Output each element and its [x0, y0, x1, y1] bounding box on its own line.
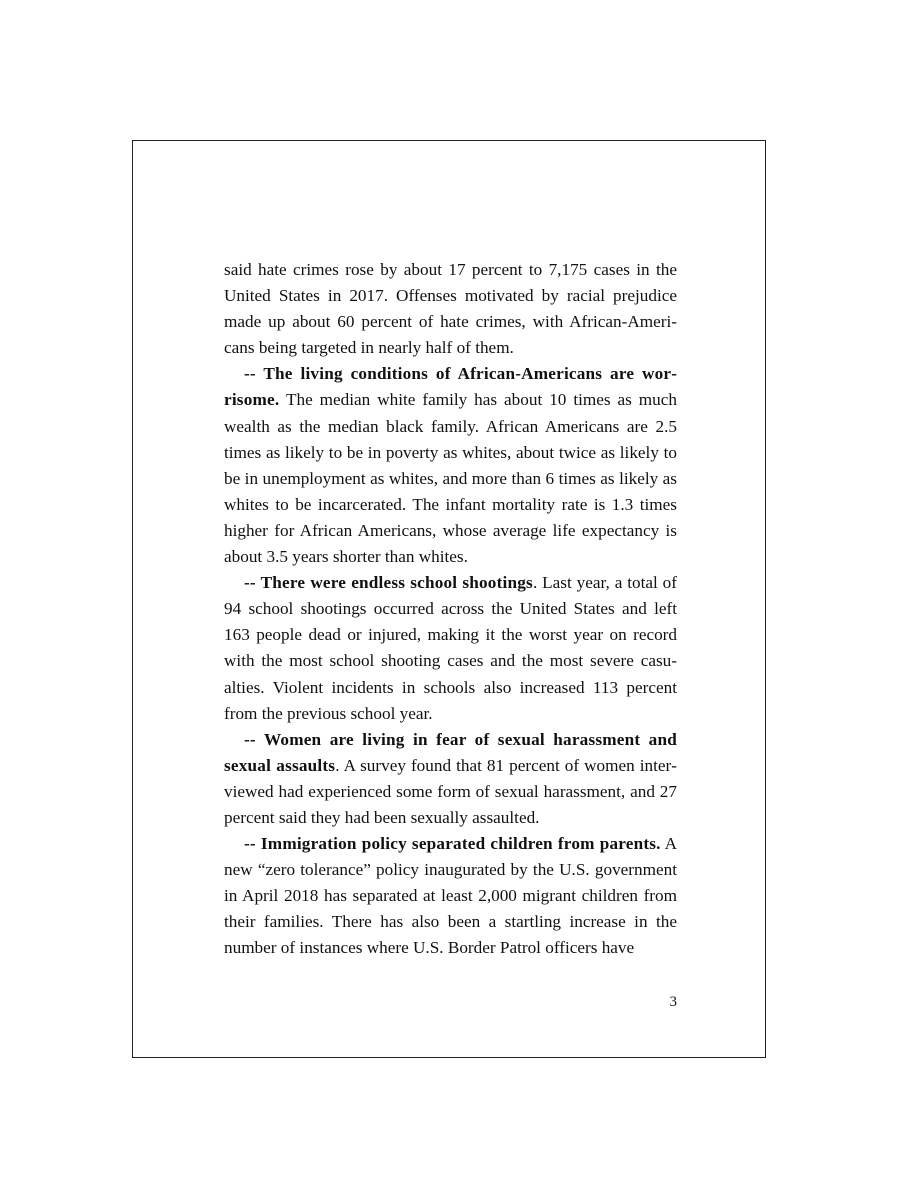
paragraph-text: said hate crimes rose by about 17 percent to 7,175 cases in the United States in 2017. Offenses motivated by racial prejudice made up about 60 percent of hate crimes, with African-Americans being targeted in nearly half of them.	[224, 260, 677, 358]
body-text	[224, 257, 677, 962]
paragraph-sexual-harassment	[224, 727, 677, 831]
paragraph-text: A new “zero tolerance” policy inaugurated by the U.S. government in April 2018 has separated at least 2,000 migrant children from their families. There has also been a startling increase in the number of instances where U.S. Border Patrol officers have	[224, 834, 678, 958]
page-number: 3	[669, 994, 677, 1010]
paragraph-text: . A survey found that 81 percent of women interviewed had experienced some form of sexual harassment, and 27 percent said they had been sexually assaulted.	[224, 755, 677, 827]
paragraph-lead: -- The living conditions of African-Americans are worrisome.	[224, 364, 677, 410]
paragraph-living-conditions	[224, 361, 677, 570]
paragraph-lead: -- There were endless school shootings	[244, 573, 533, 593]
paragraph-lead: -- Immigration policy separated children from parents.	[244, 834, 661, 854]
paragraph-text: . Last year, a total of 94 school shootings occurred across the United States and left 163 people dead or injured, making it the worst year on record with the most school shooting cases and the most severe casualties. Violent incidents in schools also increased 113 percent from the previous school year.	[224, 573, 677, 723]
paragraph-hate-crimes	[224, 257, 677, 361]
paragraph-immigration-policy	[224, 831, 677, 961]
paragraph-school-shootings	[224, 570, 677, 727]
paragraph-text: The median white family has about 10 times as much wealth as the median black family. African Americans are 2.5 times as likely to be in poverty as whites, about twice as likely to be in unemployment as whites, and more than 6 times as likely as whites to be incarcerated. The infant mortality rate is 1.3 times higher for African Americans, whose average life expectancy is about 3.5 years shorter than whites.	[224, 390, 677, 567]
paragraph-lead: -- Women are living in fear of sexual harassment and sexual assaults	[224, 729, 677, 775]
